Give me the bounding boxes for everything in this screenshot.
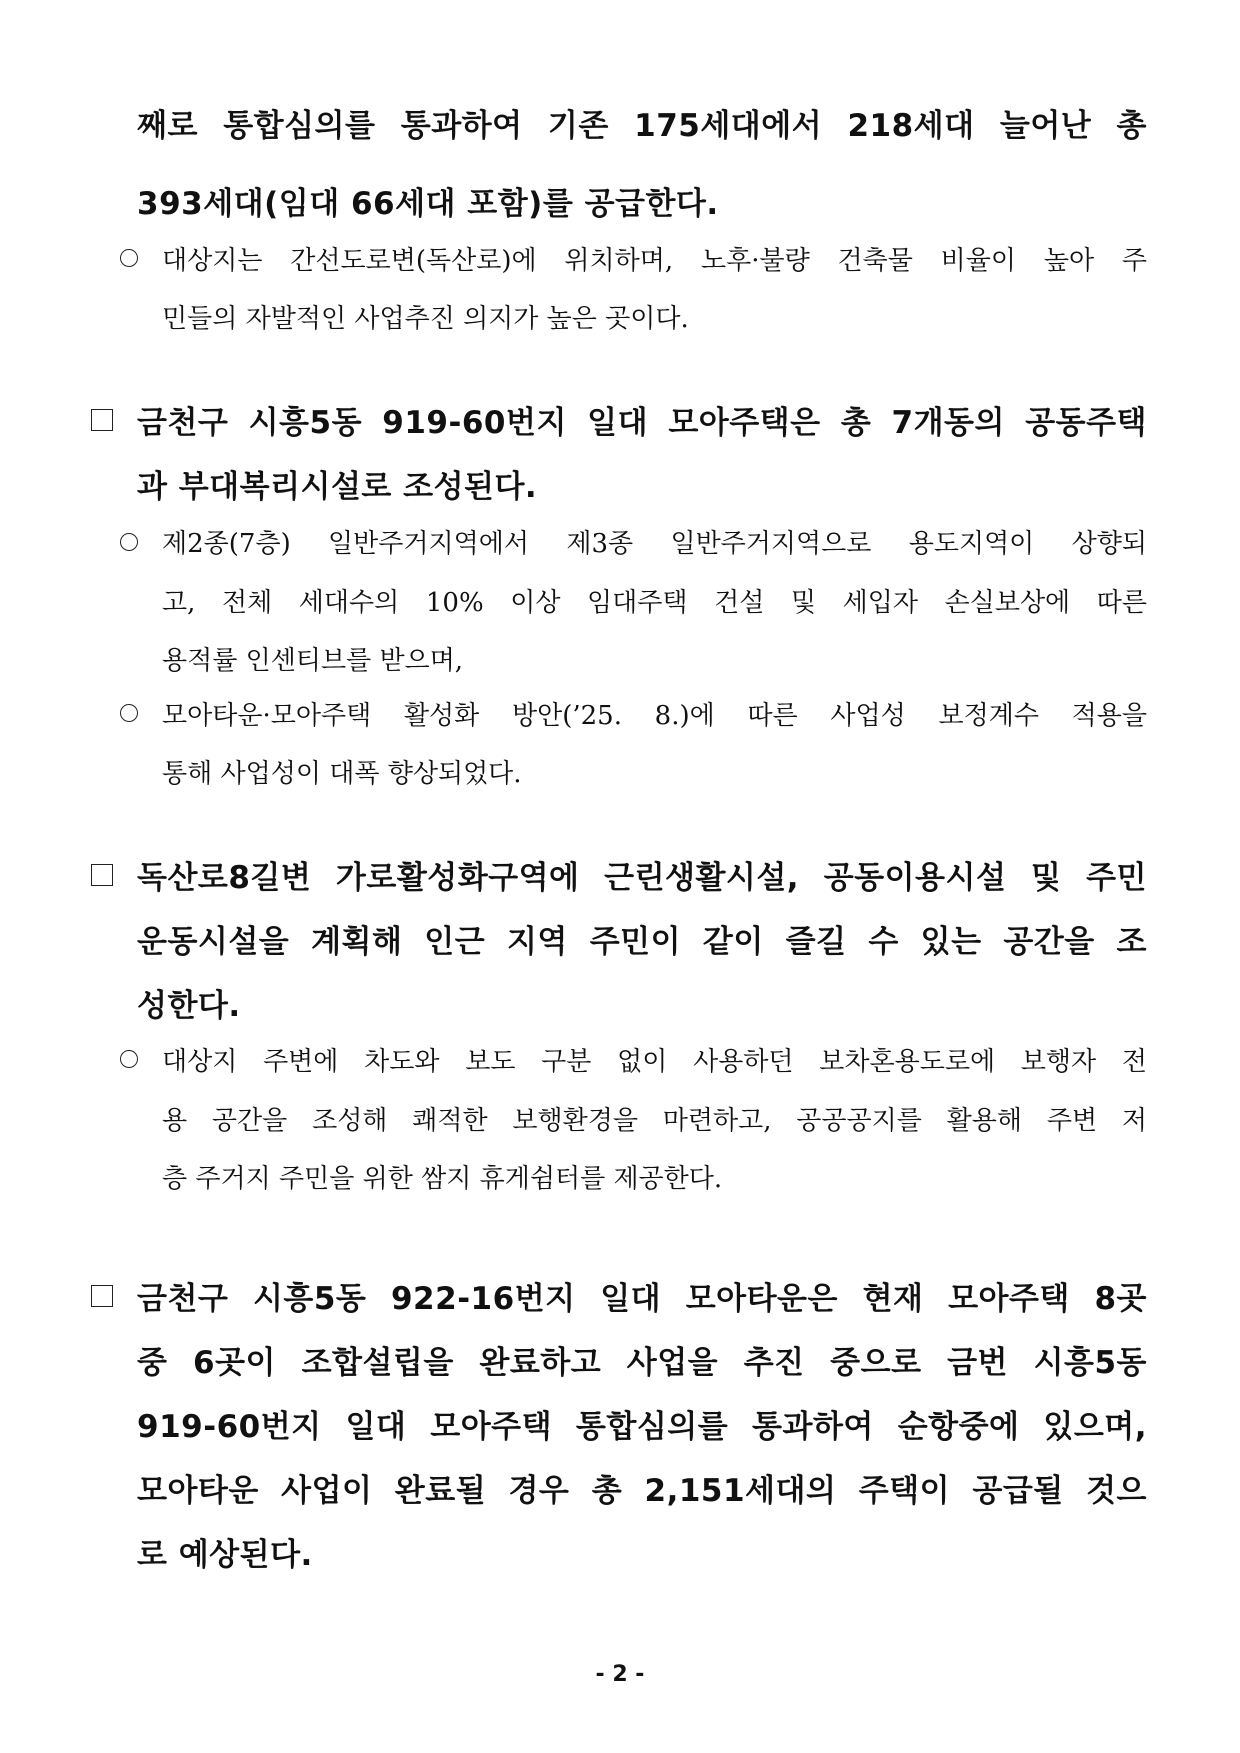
section-heading-line: 중 6곳이 조합설립을 완료하고 사업을 추진 중으로 금번 시흥5동 <box>137 1345 1147 1381</box>
bullet-line: 대상지 주변에 차도와 보도 구분 없이 사용하던 보차혼용도로에 보행자 전 <box>162 1047 1147 1077</box>
bullet-circle-icon <box>120 249 138 267</box>
section-heading-line: 독산로8길변 가로활성화구역에 근린생활시설, 공동이용시설 및 주민 <box>137 860 1147 896</box>
bullet-circle-icon <box>120 1050 138 1068</box>
section-heading-line: 919-60번지 일대 모아주택 통합심의를 통과하여 순항중에 있으며, <box>137 1409 1147 1445</box>
bullet-circle-icon <box>120 533 138 551</box>
bullet-circle-icon <box>120 704 138 722</box>
bullet-line: 모아타운·모아주택 활성화 방안(’25. 8.)에 따른 사업성 보정계수 적용을 <box>162 701 1147 731</box>
bullet-line: 용 공간을 조성해 쾌적한 보행환경을 마련하고, 공공공지를 활용해 주변 저 <box>162 1106 1147 1136</box>
section-heading-line: 성한다. <box>137 988 241 1024</box>
bullet-line: 통해 사업성이 대폭 향상되었다. <box>162 759 522 789</box>
checkbox-square-icon <box>91 864 113 886</box>
section-heading-line: 모아타운 사업이 완료될 경우 총 2,151세대의 주택이 공급될 것으 <box>137 1473 1147 1509</box>
bullet-line: 층 주거지 주민을 위한 쌈지 휴게쉼터를 제공한다. <box>162 1164 723 1194</box>
section-heading-line: 로 예상된다. <box>137 1537 313 1573</box>
checkbox-square-icon <box>91 1285 113 1307</box>
section-heading-line: 과 부대복리시설로 조성된다. <box>137 469 538 505</box>
section-heading-line: 운동시설을 계획해 인근 지역 주민이 같이 즐길 수 있는 공간을 조 <box>137 924 1147 960</box>
checkbox-square-icon <box>91 409 113 431</box>
intro-line: 393세대(임대 66세대 포함)를 공급한다. <box>137 186 719 222</box>
bullet-line: 제2종(7층) 일반주거지역에서 제3종 일반주거지역으로 용도지역이 상향되 <box>162 529 1147 559</box>
intro-line: 째로 통합심의를 통과하여 기존 175세대에서 218세대 늘어난 총 <box>137 108 1147 144</box>
page-number: - 2 - <box>595 1662 645 1687</box>
bullet-line: 고, 전체 세대수의 10% 이상 임대주택 건설 및 세입자 손실보상에 따른 <box>162 588 1147 618</box>
bullet-line: 대상지는 간선도로변(독산로)에 위치하며, 노후·불량 건축물 비율이 높아 주 <box>162 246 1147 276</box>
section-heading-line: 금천구 시흥5동 922-16번지 일대 모아타운은 현재 모아주택 8곳 <box>137 1281 1147 1317</box>
section-heading-line: 금천구 시흥5동 919-60번지 일대 모아주택은 총 7개동의 공동주택 <box>137 405 1147 441</box>
bullet-line: 민들의 자발적인 사업추진 의지가 높은 곳이다. <box>162 304 689 334</box>
bullet-line: 용적률 인센티브를 받으며, <box>162 646 464 676</box>
